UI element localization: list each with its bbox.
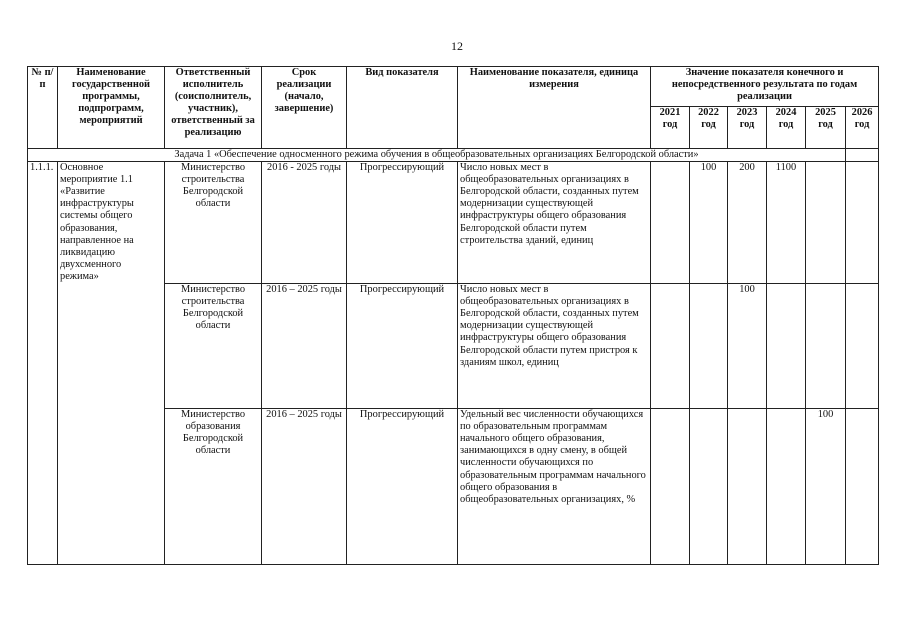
- task-row: [28, 149, 879, 162]
- row-period: 2016 – 2025 годы: [262, 409, 347, 565]
- row-indicator-name: Удельный вес численности обучающихся по образовательным программам начального общего образования, занимающихся в одну смену, в общей численности обучающихся по образовательным программам начального общего образования в общеобразовательных организациях, %: [458, 409, 651, 565]
- header-executor: Ответственный исполнитель (соисполнитель, участник), ответственный за реализацию: [165, 67, 262, 149]
- header-row: [28, 67, 879, 107]
- header-year-2026: 2026 год: [846, 107, 879, 149]
- row-indicator-type: Прогрессирующий: [347, 162, 458, 284]
- row-indicator-name: Число новых мест в общеобразовательных организациях в Белгородской области, созданных путем модернизации существующей инфраструктуры общего образования Белгородской области путем строительства зданий, единиц: [458, 162, 651, 284]
- header-period: Срок реализации (начало, завершение): [262, 67, 347, 149]
- value-2022: [690, 284, 728, 409]
- value-2026: [846, 162, 879, 284]
- value-2021: [651, 409, 690, 565]
- header-year-2023: 2023 год: [728, 107, 767, 149]
- value-2024: 1100: [767, 162, 806, 284]
- value-2024: [767, 284, 806, 409]
- value-2025: [806, 284, 846, 409]
- header-indicator-type: Вид показателя: [347, 67, 458, 149]
- value-2021: [651, 162, 690, 284]
- program-table: [27, 66, 879, 565]
- value-2023: 200: [728, 162, 767, 284]
- row-period: 2016 - 2025 годы: [262, 162, 347, 284]
- value-2022: [690, 409, 728, 565]
- value-2023: [728, 409, 767, 565]
- measure-name: Основное мероприятие 1.1 «Развитие инфраструктуры системы общего образования, направленное на ликвидацию двухсменного режима»: [58, 162, 165, 565]
- header-year-2025: 2025 год: [806, 107, 846, 149]
- header-year-2022: 2022 год: [690, 107, 728, 149]
- row-executor: Министерство строительства Белгородской области: [165, 162, 262, 284]
- value-2024: [767, 409, 806, 565]
- header-indicator-name: Наименование показателя, единица измерения: [458, 67, 651, 149]
- value-2021: [651, 284, 690, 409]
- table-row: [28, 162, 879, 284]
- value-2025: [806, 162, 846, 284]
- task-title: Задача 1 «Обеспечение односменного режима обучения в общеобразовательных организациях Белгородской области»: [28, 149, 846, 162]
- row-indicator-type: Прогрессирующий: [347, 284, 458, 409]
- row-indicator-type: Прогрессирующий: [347, 409, 458, 565]
- header-values-group: Значение показателя конечного и непосредственного результата по годам реализации: [651, 67, 879, 107]
- value-2026: [846, 409, 879, 565]
- task-empty-cell: [846, 149, 879, 162]
- row-executor: Министерство образования Белгородской области: [165, 409, 262, 565]
- header-year-2021: 2021 год: [651, 107, 690, 149]
- row-executor: Министерство строительства Белгородской области: [165, 284, 262, 409]
- row-indicator-name: Число новых мест в общеобразовательных организациях в Белгородской области, созданных путем модернизации существующей инфраструктуры общего образования Белгородской области путем пристроя к зданиям школ, единиц: [458, 284, 651, 409]
- row-period: 2016 – 2025 годы: [262, 284, 347, 409]
- value-2022: 100: [690, 162, 728, 284]
- value-2026: [846, 284, 879, 409]
- header-num: № п/п: [28, 67, 58, 149]
- header-year-2024: 2024 год: [767, 107, 806, 149]
- measure-number: 1.1.1.: [28, 162, 58, 565]
- header-program: Наименование государственной программы, подпрограмм, мероприятий: [58, 67, 165, 149]
- page-number: 12: [451, 39, 463, 53]
- value-2023: 100: [728, 284, 767, 409]
- value-2025: 100: [806, 409, 846, 565]
